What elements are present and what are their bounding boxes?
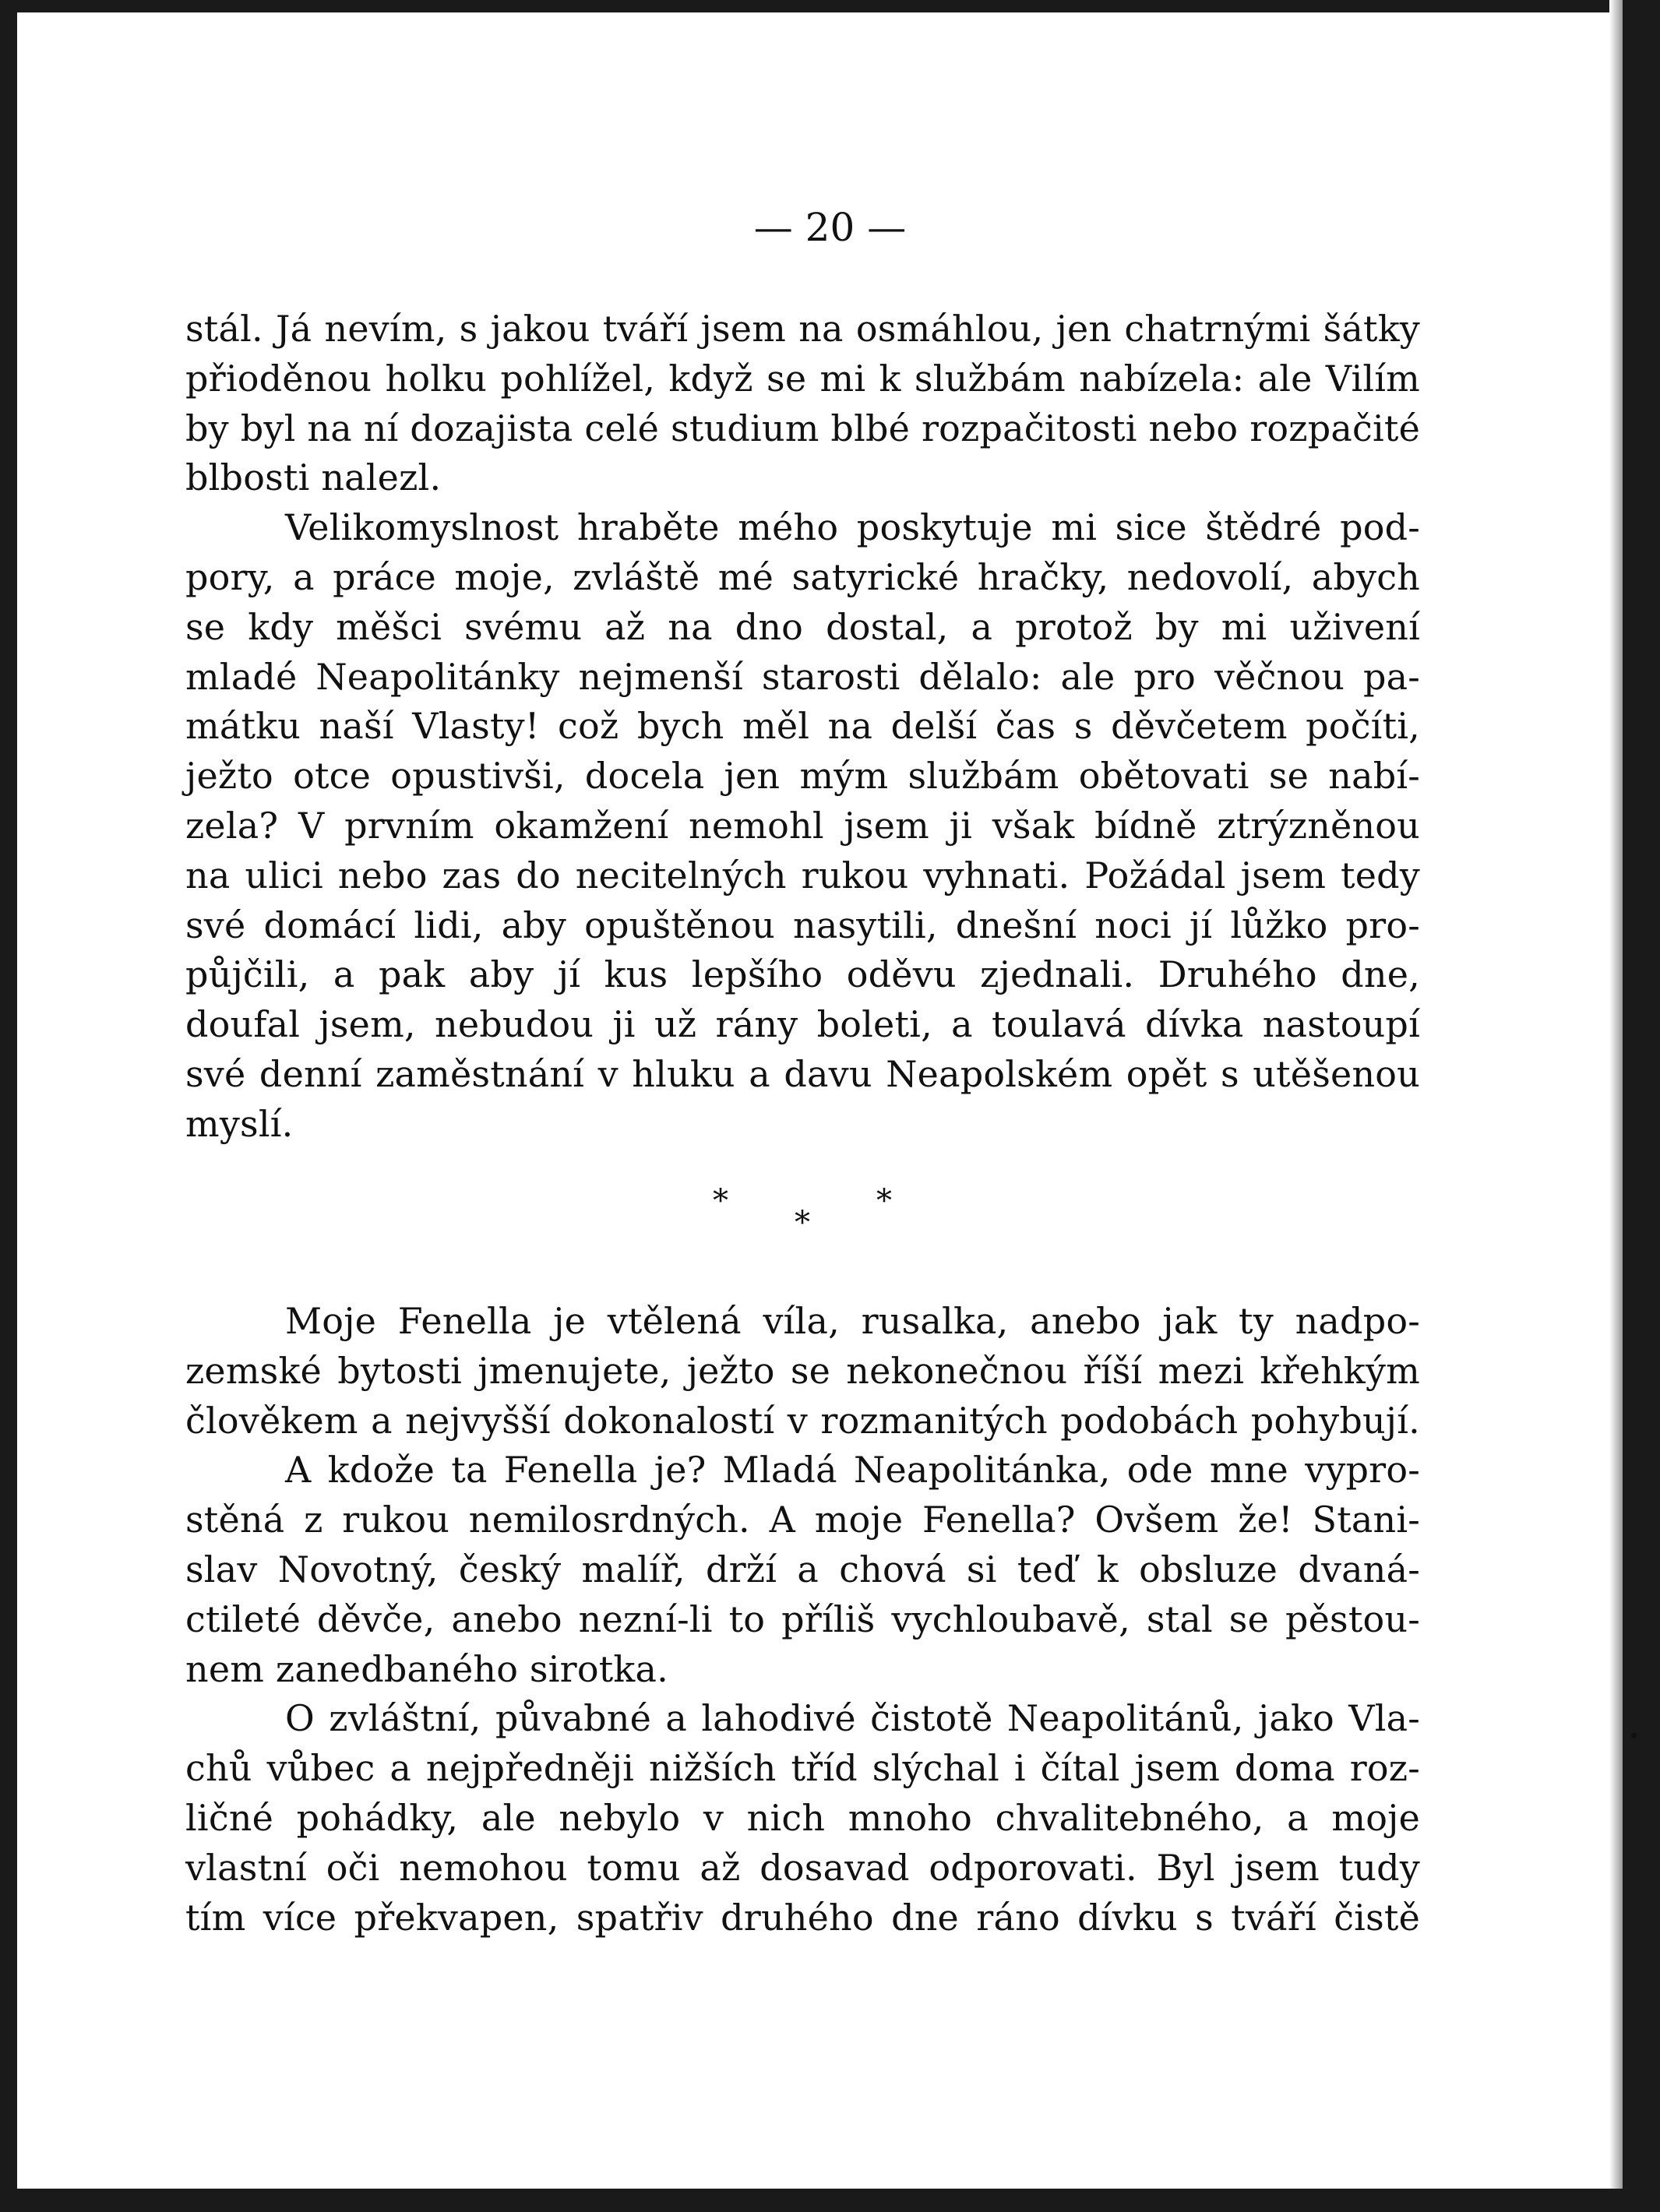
text-line: zemské bytosti jmenujete, ježto se nekonečnou říší mezi křehkým: [185, 1349, 1420, 1392]
text-line: se kdy měšci svému až na dno dostal, a protož by mi uživení: [185, 605, 1420, 648]
text-line: ježto otce opustivši, docela jen mým službám obětovati se nabí-: [185, 755, 1420, 798]
text-line: půjčili, a pak aby jí kus lepšího oděvu zjednali. Druhého dne,: [185, 953, 1420, 996]
text-line: doufal jsem, nebudou ji už rány boleti, a toulavá dívka nastoupí: [185, 1003, 1420, 1046]
text-line: slav Novotný, český malíř, drží a chová si teď k obsluze dvaná-: [185, 1548, 1420, 1590]
text-line: myslí.: [185, 1102, 294, 1145]
scan-border-top: [0, 0, 1660, 12]
text-line: na ulici nebo zas do necitelných rukou vyhnati. Požádal jsem tedy: [185, 854, 1420, 896]
text-line: A kdože ta Fenella je? Mladá Neapolitánka, ode mne vypro-: [285, 1449, 1420, 1492]
text-line: nem zanedbaného sirotka.: [185, 1647, 668, 1690]
page-number: — 20 —: [753, 205, 907, 250]
separator-star: *: [876, 1183, 892, 1219]
text-line: mladé Neapolitánky nejmenší starosti dělalo: ale pro věčnou pa-: [185, 655, 1420, 698]
text-line: stěná z rukou nemilosrdných. A moje Fenella? Ovšem že! Stani-: [185, 1499, 1420, 1541]
text-line: přioděnou holku pohlížel, když se mi k službám nabízela: ale Vilím: [185, 357, 1420, 400]
text-line: své domácí lidi, aby opuštěnou nasytili, dnešní noci jí lůžko pro-: [185, 903, 1420, 946]
text-line: vlastní oči nemohou tomu až dosavad odporovati. Byl jsem tudy: [185, 1846, 1420, 1889]
scan-border-left: [0, 0, 17, 2212]
text-block-top: [185, 305, 1420, 1150]
text-line: stál. Já nevím, s jakou tváří jsem na osmáhlou, jen chatrnými šátky: [185, 308, 1420, 350]
text-line: své denní zaměstnání v hluku a davu Neapolském opět s utěšenou: [185, 1052, 1420, 1095]
text-line: by byl na ní dozajista celé studium blbé rozpačitosti nebo rozpačité: [185, 407, 1420, 449]
text-block-bottom: [185, 1297, 1420, 1943]
page-edge-shadow: [1609, 0, 1623, 2212]
margin-mark: •: [1628, 1725, 1641, 1749]
text-line: Moje Fenella je vtělená víla, rusalka, anebo jak ty nadpo-: [285, 1300, 1420, 1342]
text-line: tím více překvapen, spatřiv druhého dne ráno dívku s tváří čistě: [185, 1896, 1420, 1939]
text-line: zela? V prvním okamžení nemohl jsem ji však bídně ztrýzněnou: [185, 804, 1420, 847]
text-line: pory, a práce moje, zvláště mé satyrické hračky, nedovolí, abych: [185, 555, 1420, 598]
text-line: mátku naší Vlasty! což bych měl na delší čas s děvčetem počíti,: [185, 705, 1420, 748]
scan-border-bottom: [0, 2189, 1660, 2212]
text-line: blbosti nalezl.: [185, 456, 442, 499]
separator-star: *: [713, 1183, 728, 1219]
scan-border-right: [1623, 0, 1660, 2212]
text-line: ličné pohádky, ale nebylo v nich mnoho chvalitebného, a moje: [185, 1796, 1420, 1839]
text-line: O zvláštní, půvabné a lahodivé čistotě Neapolitánů, jako Vla-: [285, 1697, 1420, 1740]
text-line: ctileté děvče, anebo nezní-li to příliš vychloubavě, stal se pěstou-: [185, 1597, 1420, 1640]
text-line: člověkem a nejvyšší dokonalostí v rozmanitých podobách pohybují.: [185, 1399, 1420, 1442]
text-line: Velikomyslnost hraběte mého poskytuje mi sice štědré pod-: [285, 506, 1420, 549]
text-line: chů vůbec a nejpředněji nižších tříd slýchal i čítal jsem doma roz-: [185, 1747, 1420, 1790]
separator-star: *: [795, 1205, 810, 1241]
section-separator: [0, 1176, 1660, 1241]
